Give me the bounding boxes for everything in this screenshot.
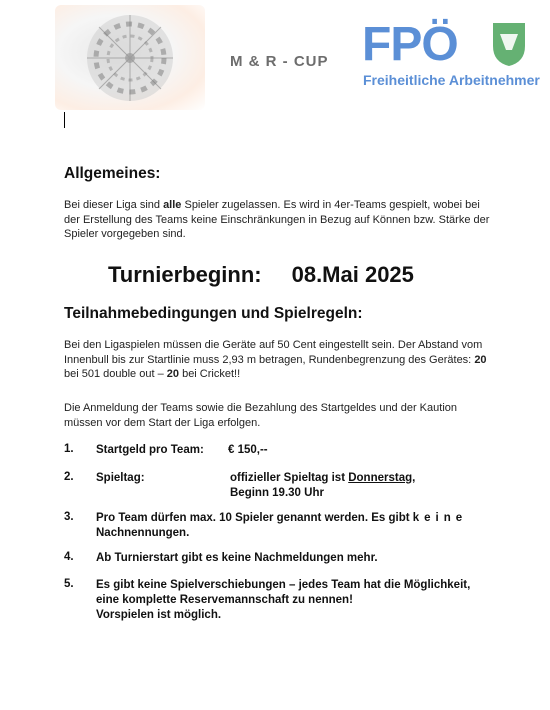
item-number-2: 2. <box>64 471 74 483</box>
item-2-label: Spieltag: <box>96 472 145 484</box>
underlined-weekday: Donnerstag, <box>348 472 416 484</box>
tournament-start-date: 08.Mai 2025 <box>291 262 414 287</box>
rules-paragraph-1: Bei den Ligaspielen müssen die Geräte auf 50 Cent eingestellt sein. Der Abstand vom Innenbull bis zur Startlinie muss 2,93 m betragen, Rundenbegrenzung des Gerätes: 20 bei 501 double out – 20 bei Cricket!! <box>64 339 487 380</box>
dartboard-logo <box>55 5 205 110</box>
item-number-1: 1. <box>64 443 74 455</box>
item-1-value: € 150,-- <box>228 444 268 456</box>
item-4-text: Ab Turnierstart gibt es keine Nachmeldungen mehr. <box>96 552 378 564</box>
item-5-text: Es gibt keine Spielverschiebungen – jedes Team hat die Möglichkeit, eine komplette Reservemannschaft zu nennen! Vorspielen ist möglich. <box>96 579 471 621</box>
item-1-label: Startgeld pro Team: <box>96 444 204 456</box>
cup-title: M & R - CUP <box>230 53 329 70</box>
tournament-start-heading <box>108 262 414 288</box>
item-2-text: offizieller Spieltag ist Donnerstag, Beginn 19.30 Uhr <box>230 472 416 499</box>
text-cursor <box>64 112 65 128</box>
emphasis-alle: alle <box>163 199 182 211</box>
general-paragraph: Bei dieser Liga sind alle Spieler zugelassen. Es wird in 4er-Teams gespielt, wobei bei der Erstellung des Teams keine Einschränkungen in Bezug auf Können bzw. Stärke der Spieler vorgegeben sind. <box>64 199 490 240</box>
item-number-5: 5. <box>64 578 74 590</box>
fpo-logo-letters: FPÖ <box>362 18 458 71</box>
tournament-start-label: Turnierbeginn: <box>108 262 262 287</box>
coat-of-arms-icon <box>490 20 528 68</box>
section-heading-rules: Teilnahmebedingungen und Spielregeln: <box>64 305 363 322</box>
rules-paragraph-2: Die Anmeldung der Teams sowie die Bezahlung des Startgeldes und der Kaution müssen vor dem Start der Liga erfolgen. <box>64 402 457 429</box>
spaced-keine: keine <box>412 512 468 524</box>
item-3-text: Pro Team dürfen max. 10 Spieler genannt werden. Es gibt keine Nachnennungen. <box>96 512 468 539</box>
fpo-logo <box>362 18 540 93</box>
fpo-logo-subtitle: Freiheitliche Arbeitnehmer <box>363 72 540 88</box>
dartboard-icon <box>85 13 175 103</box>
item-number-3: 3. <box>64 511 74 523</box>
section-heading-general: Allgemeines: <box>64 165 161 182</box>
item-number-4: 4. <box>64 551 74 563</box>
